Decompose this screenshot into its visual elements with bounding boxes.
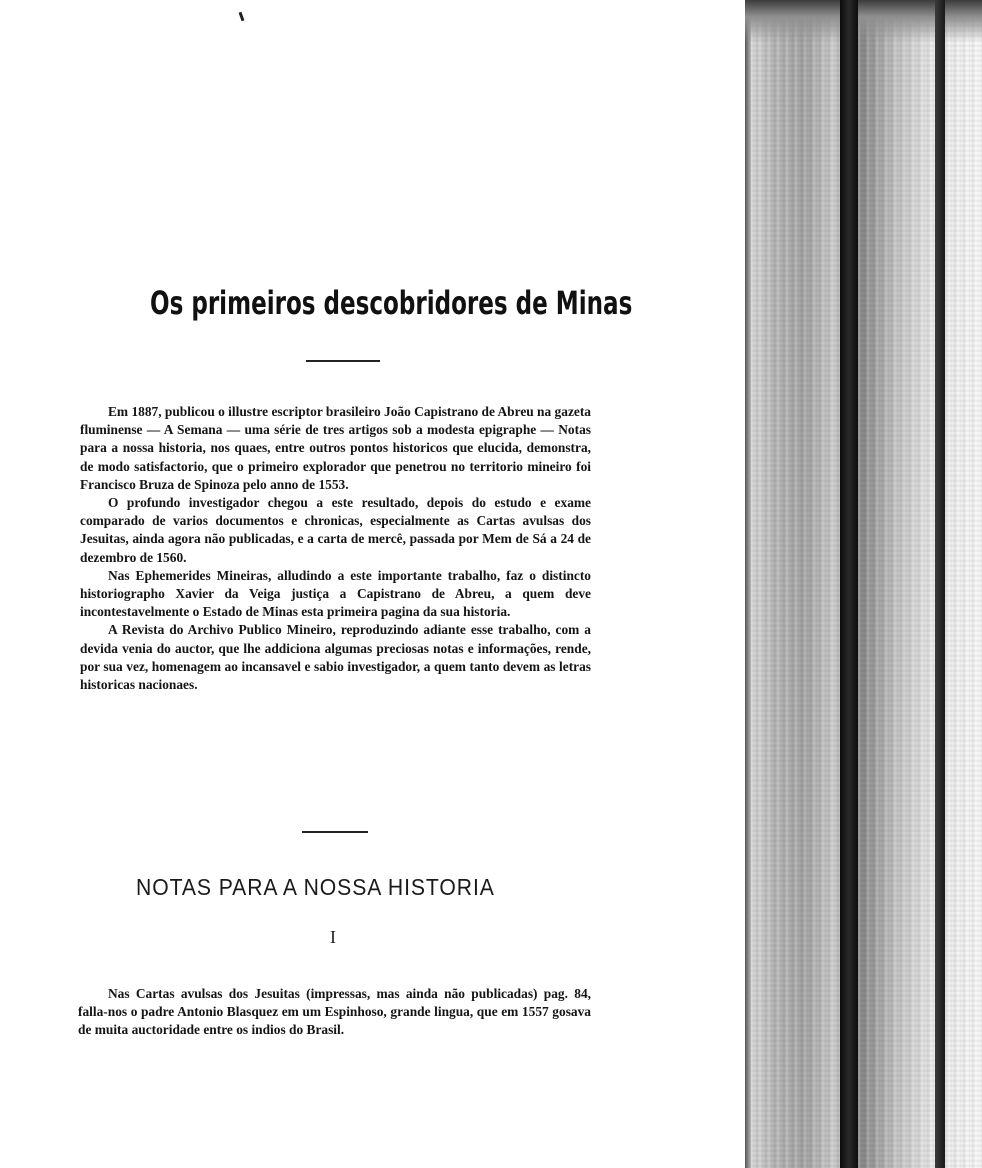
section-heading: NOTAS PARA A NOSSA HISTORIA: [136, 874, 495, 900]
section-text: [78, 985, 591, 1040]
paragraph: Nas Cartas avulsas dos Jesuitas (impressas, mas ainda não publicadas) pag. 84, falla-nos o padre Antonio Blasquez em um Espinhoso, grande lingua, que em 1557 gosava de muita auctoridade entre os indios do Brasil.: [78, 986, 591, 1038]
binding-strip: [935, 0, 945, 1168]
paragraph: Em 1887, publicou o illustre escriptor brasileiro João Capistrano de Abreu na gazeta fluminense — A Semana — uma série de tres artigos sob a modesta epigraphe — Notas para a nossa historia, nos quaes, entre outros pontos historicos que elucida, demonstra, de modo satisfactorio, que o primeiro explorador que penetrou no territorio mineiro foi Francisco Bruza de Spinoza pelo anno de 1553.: [80, 404, 591, 492]
intro-text: [80, 403, 591, 694]
paragraph: O profundo investigador chegou a este resultado, depois do estudo e exame comparado de varios documentos e chronicas, especialmente as Cartas avulsas dos Jesuitas, ainda agora não publicadas, e a carta de mercê, passada por Mem de Sá a 24 de dezembro de 1560.: [80, 495, 591, 565]
divider-rule: [306, 360, 380, 362]
divider-rule: [302, 831, 368, 833]
page-gutter: [745, 0, 751, 1168]
ink-mark: [239, 12, 245, 21]
scan-shadow: [745, 0, 982, 42]
binding-strip: [840, 0, 858, 1168]
section-number: I: [330, 927, 336, 947]
paragraph: A Revista do Archivo Publico Mineiro, reproduzindo adiante esse trabalho, com a devida venia do auctor, que lhe addiciona algumas preciosas notas e informações, rende, por sua vez, homenagem ao incansavel e sabio investigador, a quem tanto devem as letras historicas nacionaes.: [80, 622, 591, 693]
book-edge-scan-border: [745, 0, 982, 1168]
paragraph: Nas Ephemerides Mineiras, alludindo a este importante trabalho, faz o distincto historiographo Xavier da Veiga justiça a Capistrano de Abreu, a quem deve incontestavelmente o Estado de Minas esta primeira pagina da sua historia.: [80, 567, 591, 620]
page-title: Os primeiros descobridores de Minas: [150, 284, 633, 322]
